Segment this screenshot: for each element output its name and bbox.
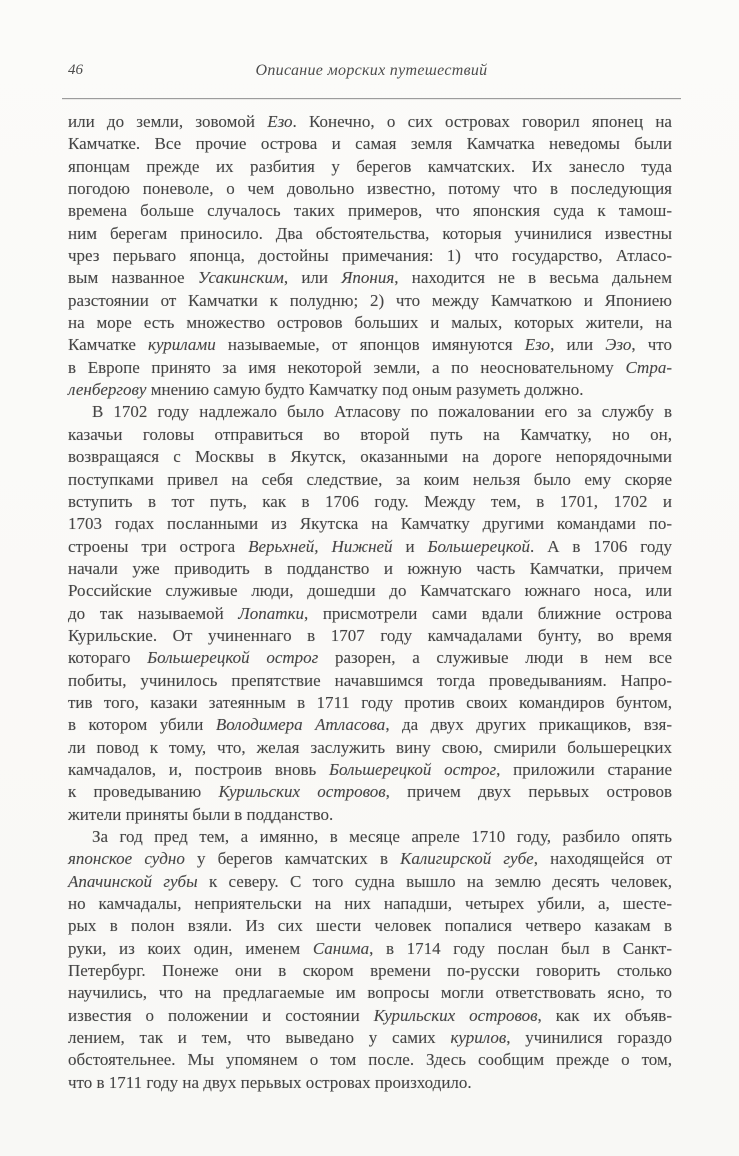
italic-text-run: Большерецкой острог [328, 759, 497, 779]
text-run: в Европе принято за имя некоторой земли, а по неосновательному [68, 357, 626, 377]
text-line [68, 603, 672, 625]
italic-text-run: Усакинским [197, 268, 284, 288]
italic-text-run: японское судно [68, 849, 185, 869]
text-line [68, 982, 672, 1004]
paragraph [68, 401, 672, 826]
italic-text-run: Япония [341, 268, 395, 288]
italic-text-run: курилами [148, 335, 216, 355]
italic-text-run: Большерецкой [427, 536, 531, 556]
header-rule [62, 98, 681, 99]
text-line [68, 1005, 672, 1027]
italic-text-run: Лопатки [238, 603, 305, 623]
text-run: или до земли, зовомой [68, 112, 268, 131]
text-line [68, 848, 672, 870]
italic-text-run: Стра- [625, 357, 672, 377]
text-line [68, 267, 672, 289]
text-run: что в 1711 году на двух перьвых островах произходило. [68, 1072, 472, 1092]
text-run: рых в полон взяли. Из сих шести человек попалися четверо казакам в [68, 916, 672, 936]
text-line [68, 1049, 672, 1071]
text-line [68, 625, 672, 647]
text-run: до так называемой [68, 603, 239, 623]
text-run: известия о положении и состоянии [68, 1005, 374, 1025]
text-run: и [392, 536, 428, 556]
text-run: За год пред тем, а имянно, в месяце апреле 1710 году, разбило опять [92, 827, 672, 846]
text-run: , находится не в весьма дальнем [394, 268, 672, 288]
text-line [68, 714, 672, 736]
text-line [68, 245, 672, 267]
text-run: Курильские. От учиненнаго в 1707 году камчадалами бунту, во время [68, 625, 672, 645]
text-run: поступками привел на себя следствие, за коим нельзя было ему скоряе [68, 469, 672, 489]
text-run: чрез перьваго японца, достойны примечания: 1) что государство, Атласо- [68, 246, 672, 266]
text-line [68, 401, 672, 423]
text-line [68, 781, 672, 803]
text-line [68, 156, 672, 178]
text-run: погодою поневоле, о чем довольно известно, потому что в последующия [68, 179, 672, 199]
text-run: тив того, казаки затеянным в 1711 году против своих командиров бунтом, [68, 692, 672, 712]
text-run: но камчадалы, неприятельски на них нападши, четырех убили, а, шесте- [68, 894, 672, 914]
text-run: мнению самую будто Камчатку под оным разуметь должно. [146, 380, 584, 400]
text-run: , или [283, 268, 342, 288]
text-run: Петербург. Понеже они в скором времени по-русски говорить столько [68, 961, 672, 981]
text-run: Камчатке [68, 335, 149, 355]
text-run: , приложили старание [496, 759, 672, 779]
text-run: , как их объяв- [537, 1005, 672, 1025]
text-line [68, 424, 672, 446]
text-run: вступить в тот путь, как в 1706 году. Между тем, в 1701, 1702 и [68, 491, 672, 511]
text-run: научились, что на предлагаемые им вопросы могли ответствовать ясно, то [68, 983, 672, 1003]
text-run: в котором убили [68, 715, 216, 735]
text-run: к северу. С того судна вышло на землю десять человек, [197, 871, 672, 891]
text-run: лением, так и тем, что выведано у самих [68, 1028, 451, 1048]
text-line [68, 513, 672, 535]
text-line [68, 938, 672, 960]
italic-text-run: Верьхней, Нижней [248, 536, 393, 556]
text-run: , находящейся от [533, 849, 672, 869]
text-run: разстоянии от Камчатки к полудню; 2) что между Камчаткою и Япониею [68, 290, 672, 310]
text-line [68, 357, 672, 379]
italic-text-run: Апачинской губы [68, 871, 198, 891]
text-run: 1703 годах посланными из Якутска на Камчатку другими командами по- [68, 514, 672, 534]
text-line [68, 915, 672, 937]
text-run: казачьи головы отправиться во второй путь на Камчатку, но он, [68, 424, 672, 444]
text-line [68, 1072, 672, 1094]
text-run: разорен, а служивые люди в нем все [318, 648, 672, 668]
text-line [68, 558, 672, 580]
text-run: на море есть множество островов больших и малых, которых жители, на [68, 313, 672, 333]
text-run: начали уже приводить в подданство и южную часть Камчатки, причем [68, 558, 672, 578]
text-run: котораго [68, 648, 148, 668]
text-line [68, 200, 672, 222]
text-run: побиты, учинилось препятствие начавшимся тогда проведываниям. Напро- [68, 670, 672, 690]
text-run: к проведыванию [68, 782, 219, 802]
text-line [68, 692, 672, 714]
text-line [68, 580, 672, 602]
italic-text-run: курилов [450, 1028, 507, 1048]
text-line [68, 111, 672, 133]
text-run: ли повод к тому, что, желая заслужить вину свою, смирили большерецких [68, 737, 672, 757]
italic-text-run: Езо [524, 335, 551, 355]
text-run: , что [631, 335, 672, 355]
text-line [68, 223, 672, 245]
text-run: строены три острога [68, 536, 249, 556]
text-run: Российские служивые люди, дошедши до Камчатскаго южнаго носа, или [68, 581, 672, 601]
text-run: , или [550, 335, 606, 355]
text-line [68, 312, 672, 334]
italic-text-run: Санима [312, 938, 370, 958]
text-run: . А в 1706 году [530, 536, 673, 556]
italic-text-run: ленбергову [68, 380, 147, 400]
italic-text-run: Курильских островов [218, 782, 386, 802]
text-run: обстоятельнее. Мы упомянем о том после. Здесь сообщим прежде о том, [68, 1050, 672, 1070]
text-line [68, 893, 672, 915]
italic-text-run: Курильских островов [373, 1005, 538, 1025]
text-run: , в 1714 году послан был в Санкт- [369, 938, 672, 958]
text-run: В 1702 году надлежало было Атласову по пожаловании его за службу в [92, 402, 672, 422]
text-line [68, 536, 672, 558]
text-run: руки, из коих один, именем [68, 938, 313, 958]
text-run: . Конечно, о сих островах говорил японец на [292, 112, 672, 131]
text-run: называемые, от японцов имянуются [215, 335, 525, 355]
text-line [68, 670, 672, 692]
italic-text-run: Калигирской губе [400, 849, 534, 869]
text-line [68, 804, 672, 826]
text-line [68, 133, 672, 155]
text-run: времена больше случалось таких примеров, что японския суда к тамош- [68, 201, 672, 221]
text-line [68, 290, 672, 312]
text-line [68, 737, 672, 759]
text-run: , причем двух перьвых островов [385, 782, 672, 802]
text-line [68, 647, 672, 669]
text-run: ним берегам приносило. Два обстоятельства, которыя учинилися известны [68, 223, 672, 243]
text-run: камчадалов, и, построив вновь [68, 759, 329, 779]
page-header [66, 62, 677, 84]
text-line [68, 491, 672, 513]
text-line [68, 826, 672, 848]
text-line [68, 759, 672, 781]
text-line [68, 469, 672, 491]
italic-text-run: Большерецкой острог [147, 648, 319, 668]
text-run: Камчатке. Все прочие острова и самая земля Камчатка неведомы были [68, 134, 672, 154]
paragraph [68, 826, 672, 1094]
text-run: , да двух других прикащиков, взя- [385, 715, 672, 735]
text-line [68, 178, 672, 200]
page-number: 46 [68, 62, 83, 78]
text-run: вым названное [68, 268, 198, 288]
page-body [68, 111, 672, 1094]
text-line [68, 379, 672, 401]
paragraph [68, 111, 672, 401]
text-run: , учинилися гораздо [506, 1028, 672, 1048]
italic-text-run: Езо [267, 112, 293, 131]
text-line [68, 871, 672, 893]
text-run: жители приняты были в подданство. [68, 804, 334, 824]
text-run: , присмотрели сами вдали ближние острова [304, 603, 673, 623]
text-run: у берегов камчатских в [184, 849, 401, 869]
text-line [68, 334, 672, 356]
text-run: японцам прежде их разбития у берегов камчатских. Их занесло туда [68, 156, 672, 176]
text-line [68, 446, 672, 468]
running-title: Описание морских путешествий [255, 62, 488, 79]
text-run: возвращаяся с Москвы в Якутск, оказанными на дороге непорядочными [68, 447, 672, 467]
italic-text-run: Эзо [605, 335, 632, 355]
text-line [68, 1027, 672, 1049]
italic-text-run: Володимера Атласова [215, 715, 386, 735]
text-line [68, 960, 672, 982]
